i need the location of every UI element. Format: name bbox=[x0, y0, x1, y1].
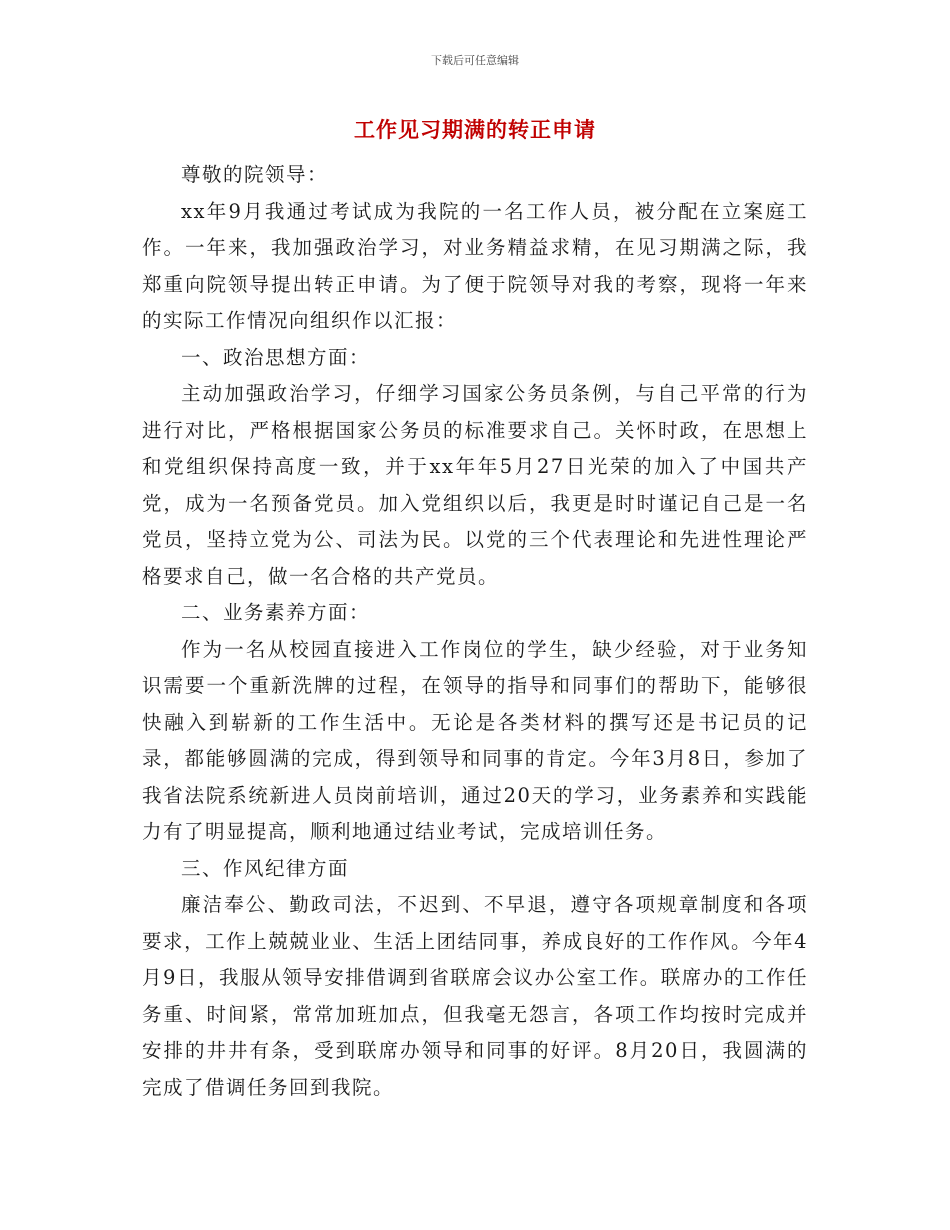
paragraph-intro: xx年9月我通过考试成为我院的一名工作人员，被分配在立案庭工作。一年来，我加强政治学习，对业务精益求精，在见习期满之际，我郑重向院领导提出转正申请。为了便于院领导对我的考察，现将一年来的实际工作情况向组织作以汇报： bbox=[142, 199, 808, 332]
salutation: 尊敬的院领导： bbox=[181, 163, 329, 186]
document-title: 工作见习期满的转正申请 bbox=[354, 118, 596, 142]
paragraph-political: 主动加强政治学习，仔细学习国家公务员条例，与自己平常的行为进行对比，严格根据国家公务员的标准要求自己。关怀时政，在思想上和党组织保持高度一致，并于xx年年5月27日光荣的加入了中国共产党，成为一名预备党员。加入党组织以后，我更是时时谨记自己是一名党员，坚持立党为公、司法为民。以党的三个代表理论和先进性理论严格要求自己，做一名合格的共产党员。 bbox=[142, 382, 808, 588]
paragraph-professional: 作为一名从校园直接进入工作岗位的学生，缺少经验，对于业务知识需要一个重新洗牌的过程，在领导的指导和同事们的帮助下，能够很快融入到崭新的工作生活中。无论是各类材料的撰写还是书记员的记录，都能够圆满的完成，得到领导和同事的肯定。今年3月8日，参加了我省法院系统新进人员岗前培训，通过20天的学习，业务素养和实践能力有了明显提高，顺利地通过结业考试，完成培训任务。 bbox=[142, 637, 808, 843]
section-heading-political: 一、政治思想方面： bbox=[181, 345, 371, 369]
section-heading-discipline: 三、作风纪律方面 bbox=[181, 856, 350, 880]
document-body bbox=[142, 157, 808, 1106]
page-header: 下载后可任意编辑 bbox=[431, 54, 519, 67]
section-heading-professional: 二、业务素养方面： bbox=[181, 601, 371, 624]
paragraph-discipline: 廉洁奉公、勤政司法，不迟到、不早退，遵守各项规章制度和各项要求，工作上兢兢业业、生活上团结同事，养成良好的工作作风。今年4月9日，我服从领导安排借调到省联席会议办公室工作。联席办的工作任务重、时间紧，常常加班加点，但我毫无怨言，各项工作均按时完成并安排的井井有条，受到联席办领导和同事的好评。8月20日，我圆满的完成了借调任务回到我院。 bbox=[142, 893, 808, 1099]
